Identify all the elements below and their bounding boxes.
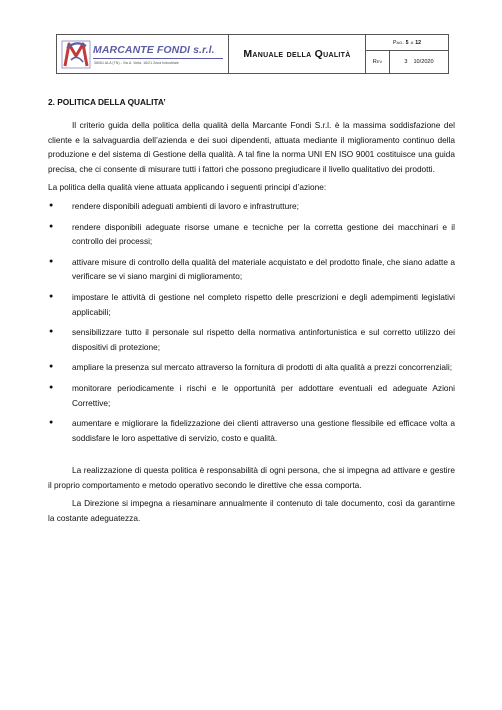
section-heading: 2. POLITICA DELLA QUALITA’	[48, 97, 166, 107]
bullet-icon: ●	[49, 419, 54, 427]
document-body	[48, 95, 455, 530]
list-item: ● ampliare la presenza sul mercato attraverso la fornitura di prodotti di alta qualità a prezzi concorrenziali;	[48, 360, 455, 375]
bullet-icon: ●	[49, 383, 54, 391]
rev-number: 3	[404, 59, 408, 65]
company-name: MARCANTE FONDI s.r.l.	[93, 44, 215, 56]
page-sep: a	[410, 39, 414, 46]
logo-rule	[93, 58, 223, 59]
revision-row	[366, 51, 448, 73]
document-header	[56, 34, 449, 74]
page-indicator	[366, 35, 448, 51]
intro-paragraph: Il criterio guida della politica della qualità della Marcante Fondi S.r.l. è la massima soddisfazione del cliente e la salvaguardia dell’azienda e dei suoi dipendenti, attuata mediante il miglioramento continuo della produzione e del sistema di Gestione della qualità. A tal fine la norma UNI EN ISO 9001 costituisce una guida precisa, che ci consente di misurare tutti i fattori che possono pregiudicare il livello qualitativo dei prodotti.	[48, 120, 455, 174]
bullet-icon: ●	[49, 363, 54, 371]
rev-date: 10/2020	[413, 59, 434, 65]
doc-info	[366, 35, 448, 73]
list-item: ● aumentare e migliorare la fidelizzazione dei clienti attraverso una gestione flessibile ed efficace volta a soddisfare le loro aspettative di servizio, costo e qualità.	[49, 418, 455, 443]
list-item: ● monitorare periodicamente i rischi e le opportunità per addottare eventuali ed adeguate Azioni Correttive;	[49, 382, 455, 408]
company-logo-mark-icon	[61, 38, 91, 70]
review-paragraph: La Direzione si impegna a riesaminare annualmente il contenuto di tale documento, così da garantirne la costante adeguatezza.	[48, 498, 455, 524]
spacer	[48, 451, 455, 463]
page-prefix: Pag.	[392, 39, 404, 46]
rev-label: Rev	[366, 51, 390, 73]
bullet-icon: ●	[49, 292, 54, 300]
bullet-icon: ●	[49, 257, 54, 265]
bullet-icon: ●	[49, 201, 54, 209]
list-item: ● attivare misure di controllo della qualità del materiale acquistato e del prodotto finale, che siano adatte a verificare se vi siano margini di miglioramento;	[49, 256, 455, 282]
page-current: 5	[405, 39, 409, 46]
bullet-icon: ●	[49, 222, 54, 230]
principles-intro: La politica della qualità viene attuata applicando i seguenti principi d’azione:	[48, 182, 327, 193]
list-item: ● rendere disponibili adeguate risorse umane e tecniche per la corretta gestione dei macchinari e il controllo dei processi;	[49, 221, 455, 247]
page-total: 12	[415, 39, 422, 46]
list-item: ● sensibilizzare tutto il personale sul rispetto della normativa antinfortunistica e sul corretto utilizzo dei dispositivi di protezione;	[49, 327, 455, 352]
doc-title: Manuale della Qualità	[229, 35, 366, 73]
company-address: 38061 ALA (TN) - Via A. Volta, 16/21 Zona Industriale	[94, 61, 179, 65]
list-item: ● impostare le attività di gestione nel completo rispetto delle prescrizioni e degli adempimenti legislativi applicabili;	[49, 291, 455, 317]
responsibility-paragraph: La realizzazione di questa politica è responsabilità di ogni persona, che si impegna ad attivare e gestire il proprio comportamento e metodo operativo secondo le direttive che essa comporta.	[48, 465, 455, 490]
list-item: ● rendere disponibili adeguati ambienti di lavoro e infrastrutture;	[48, 199, 455, 214]
principles-list	[48, 199, 455, 445]
company-logo	[57, 35, 229, 73]
bullet-icon: ●	[49, 328, 54, 336]
